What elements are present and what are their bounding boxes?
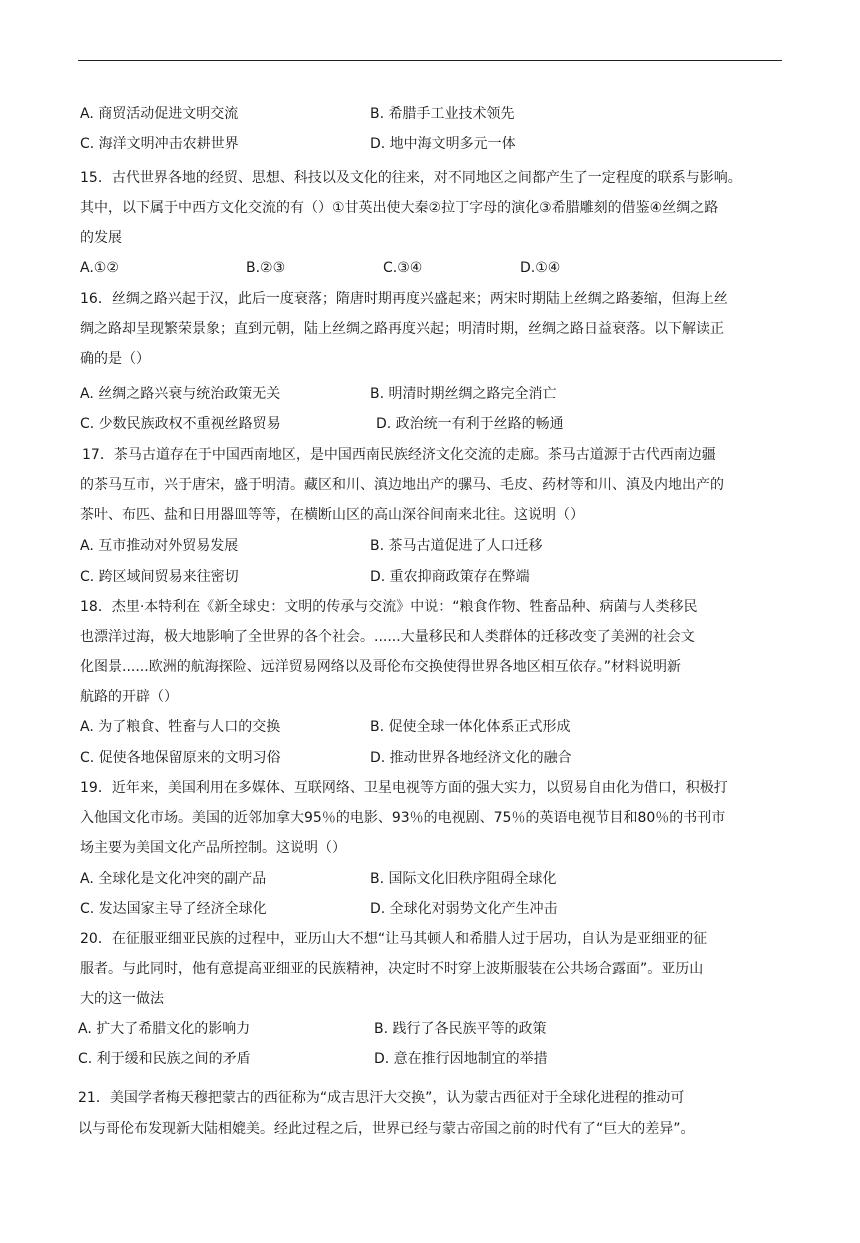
header-rule — [78, 60, 782, 61]
q20-option-b: B. 践行了各民族平等的政策 — [374, 1021, 547, 1037]
q20-option-c: C. 利于缓和民族之间的矛盾 — [78, 1051, 251, 1067]
q17-option-d: D. 重农抑商政策存在弊端 — [370, 569, 530, 585]
q17-stem-line-2: 的茶马互市，兴于唐宋，盛于明清。藏区和川、滇边地出产的骡马、毛皮、药材等和川、滇及内地出产的 — [80, 477, 724, 493]
q16-stem-line-1: 16．丝绸之路兴起于汉，此后一度衰落；隋唐时期再度兴盛起来；两宋时期陆上丝绸之路萎缩，但海上丝 — [80, 291, 728, 307]
q16-stem-line-3: 确的是（） — [80, 351, 150, 367]
q18-option-b: B. 促使全球一体化体系正式形成 — [370, 719, 571, 735]
q14-option-d: D. 地中海文明多元一体 — [370, 136, 516, 152]
q18-option-d: D. 推动世界各地经济文化的融合 — [370, 750, 572, 766]
q16-option-a: A. 丝绸之路兴衰与统治政策无关 — [80, 386, 281, 402]
q20-option-a: A. 扩大了希腊文化的影响力 — [78, 1021, 251, 1037]
q16-stem-line-2: 绸之路却呈现繁荣景象；直到元朝，陆上丝绸之路再度兴起；明清时期，丝绸之路日益衰落。以下解读正 — [80, 321, 724, 337]
q15-option-a: A.①② — [80, 260, 119, 276]
q17-option-a: A. 互市推动对外贸易发展 — [80, 538, 239, 554]
q15-option-c: C.③④ — [383, 260, 423, 276]
q14-option-b: B. 希腊手工业技术领先 — [370, 106, 515, 122]
q21-stem-line-1: 21．美国学者梅天穆把蒙古的西征称为“成吉思汗大交换”，认为蒙古西征对于全球化进程的推动可 — [78, 1090, 685, 1106]
q19-option-b: B. 国际文化旧秩序阻碍全球化 — [370, 871, 557, 887]
q20-stem-line-1: 20．在征服亚细亚民族的过程中，亚历山大不想“让马其顿人和希腊人过于居功，自认为是亚细亚的征 — [80, 931, 708, 947]
q15-stem-line-2: 其中，以下属于中西方文化交流的有（）①甘英出使大秦②拉丁字母的演化③希腊雕刻的借鉴④丝绸之路 — [80, 200, 719, 216]
q17-stem-line-3: 茶叶、布匹、盐和日用器皿等等，在横断山区的高山深谷间南来北往。这说明（） — [80, 507, 584, 523]
q19-option-c: C. 发达国家主导了经济全球化 — [80, 901, 267, 917]
q20-option-d: D. 意在推行因地制宜的举措 — [374, 1051, 548, 1067]
q15-stem-line-1: 15．古代世界各地的经贸、思想、科技以及文化的往来，对不同地区之间都产生了一定程度的联系与影响。 — [80, 170, 742, 186]
q16-option-d: D. 政治统一有利于丝路的畅通 — [376, 416, 564, 432]
q14-option-c: C. 海洋文明冲击农耕世界 — [80, 136, 239, 152]
q18-stem-line-4: 航路的开辟（） — [80, 689, 178, 705]
q19-option-d: D. 全球化对弱势文化产生冲击 — [370, 901, 558, 917]
q14-option-a: A. 商贸活动促进文明交流 — [80, 106, 239, 122]
q15-stem-line-3: 的发展 — [80, 230, 122, 246]
q18-option-c: C. 促使各地保留原来的文明习俗 — [80, 750, 281, 766]
q20-stem-line-2: 服者。与此同时，他有意提高亚细亚的民族精神，决定时不时穿上波斯服装在公共场合露面”。亚历山 — [80, 961, 704, 977]
q19-stem-line-2: 入他国文化市场。美国的近邻加拿大95％的电影、93％的电视剧、75％的英语电视节目和80％的书刊市 — [80, 810, 726, 826]
q17-option-b: B. 茶马古道促进了人口迁移 — [370, 538, 543, 554]
q19-stem-line-3: 场主要为美国文化产品所控制。这说明（） — [80, 840, 346, 856]
q21-stem-line-2: 以与哥伦布发现新大陆相媲美。经此过程之后，世界已经与蒙古帝国之前的时代有了“巨大的差异”。 — [78, 1121, 695, 1137]
q15-option-d: D.①④ — [520, 260, 561, 276]
q19-stem-line-1: 19．近年来，美国利用在多媒体、互联网络、卫星电视等方面的强大实力，以贸易自由化为借口，积极打 — [80, 780, 728, 796]
q16-option-b: B. 明清时期丝绸之路完全消亡 — [370, 386, 557, 402]
q17-stem-line-1: 17．茶马古道存在于中国西南地区，是中国西南民族经济文化交流的走廊。茶马古道源于古代西南边疆 — [82, 447, 716, 463]
q19-option-a: A. 全球化是文化冲突的副产品 — [80, 871, 267, 887]
q15-option-b: B.②③ — [246, 260, 286, 276]
q18-stem-line-2: 也漂洋过海，极大地影响了全世界的各个社会。......大量移民和人类群体的迁移改变了美洲的社会文 — [80, 629, 695, 645]
q18-stem-line-1: 18．杰里·本特利在《新全球史：文明的传承与交流》中说：“粮食作物、牲畜品种、病菌与人类移民 — [80, 599, 698, 615]
q20-stem-line-3: 大的这一做法 — [80, 991, 164, 1007]
q16-option-c: C. 少数民族政权不重视丝路贸易 — [80, 416, 281, 432]
q17-option-c: C. 跨区域间贸易来往密切 — [80, 569, 239, 585]
q18-stem-line-3: 化图景......欧洲的航海探险、远洋贸易网络以及哥伦布交换使得世界各地区相互依存。”材料说明新 — [80, 659, 681, 675]
q18-option-a: A. 为了粮食、牲畜与人口的交换 — [80, 719, 281, 735]
